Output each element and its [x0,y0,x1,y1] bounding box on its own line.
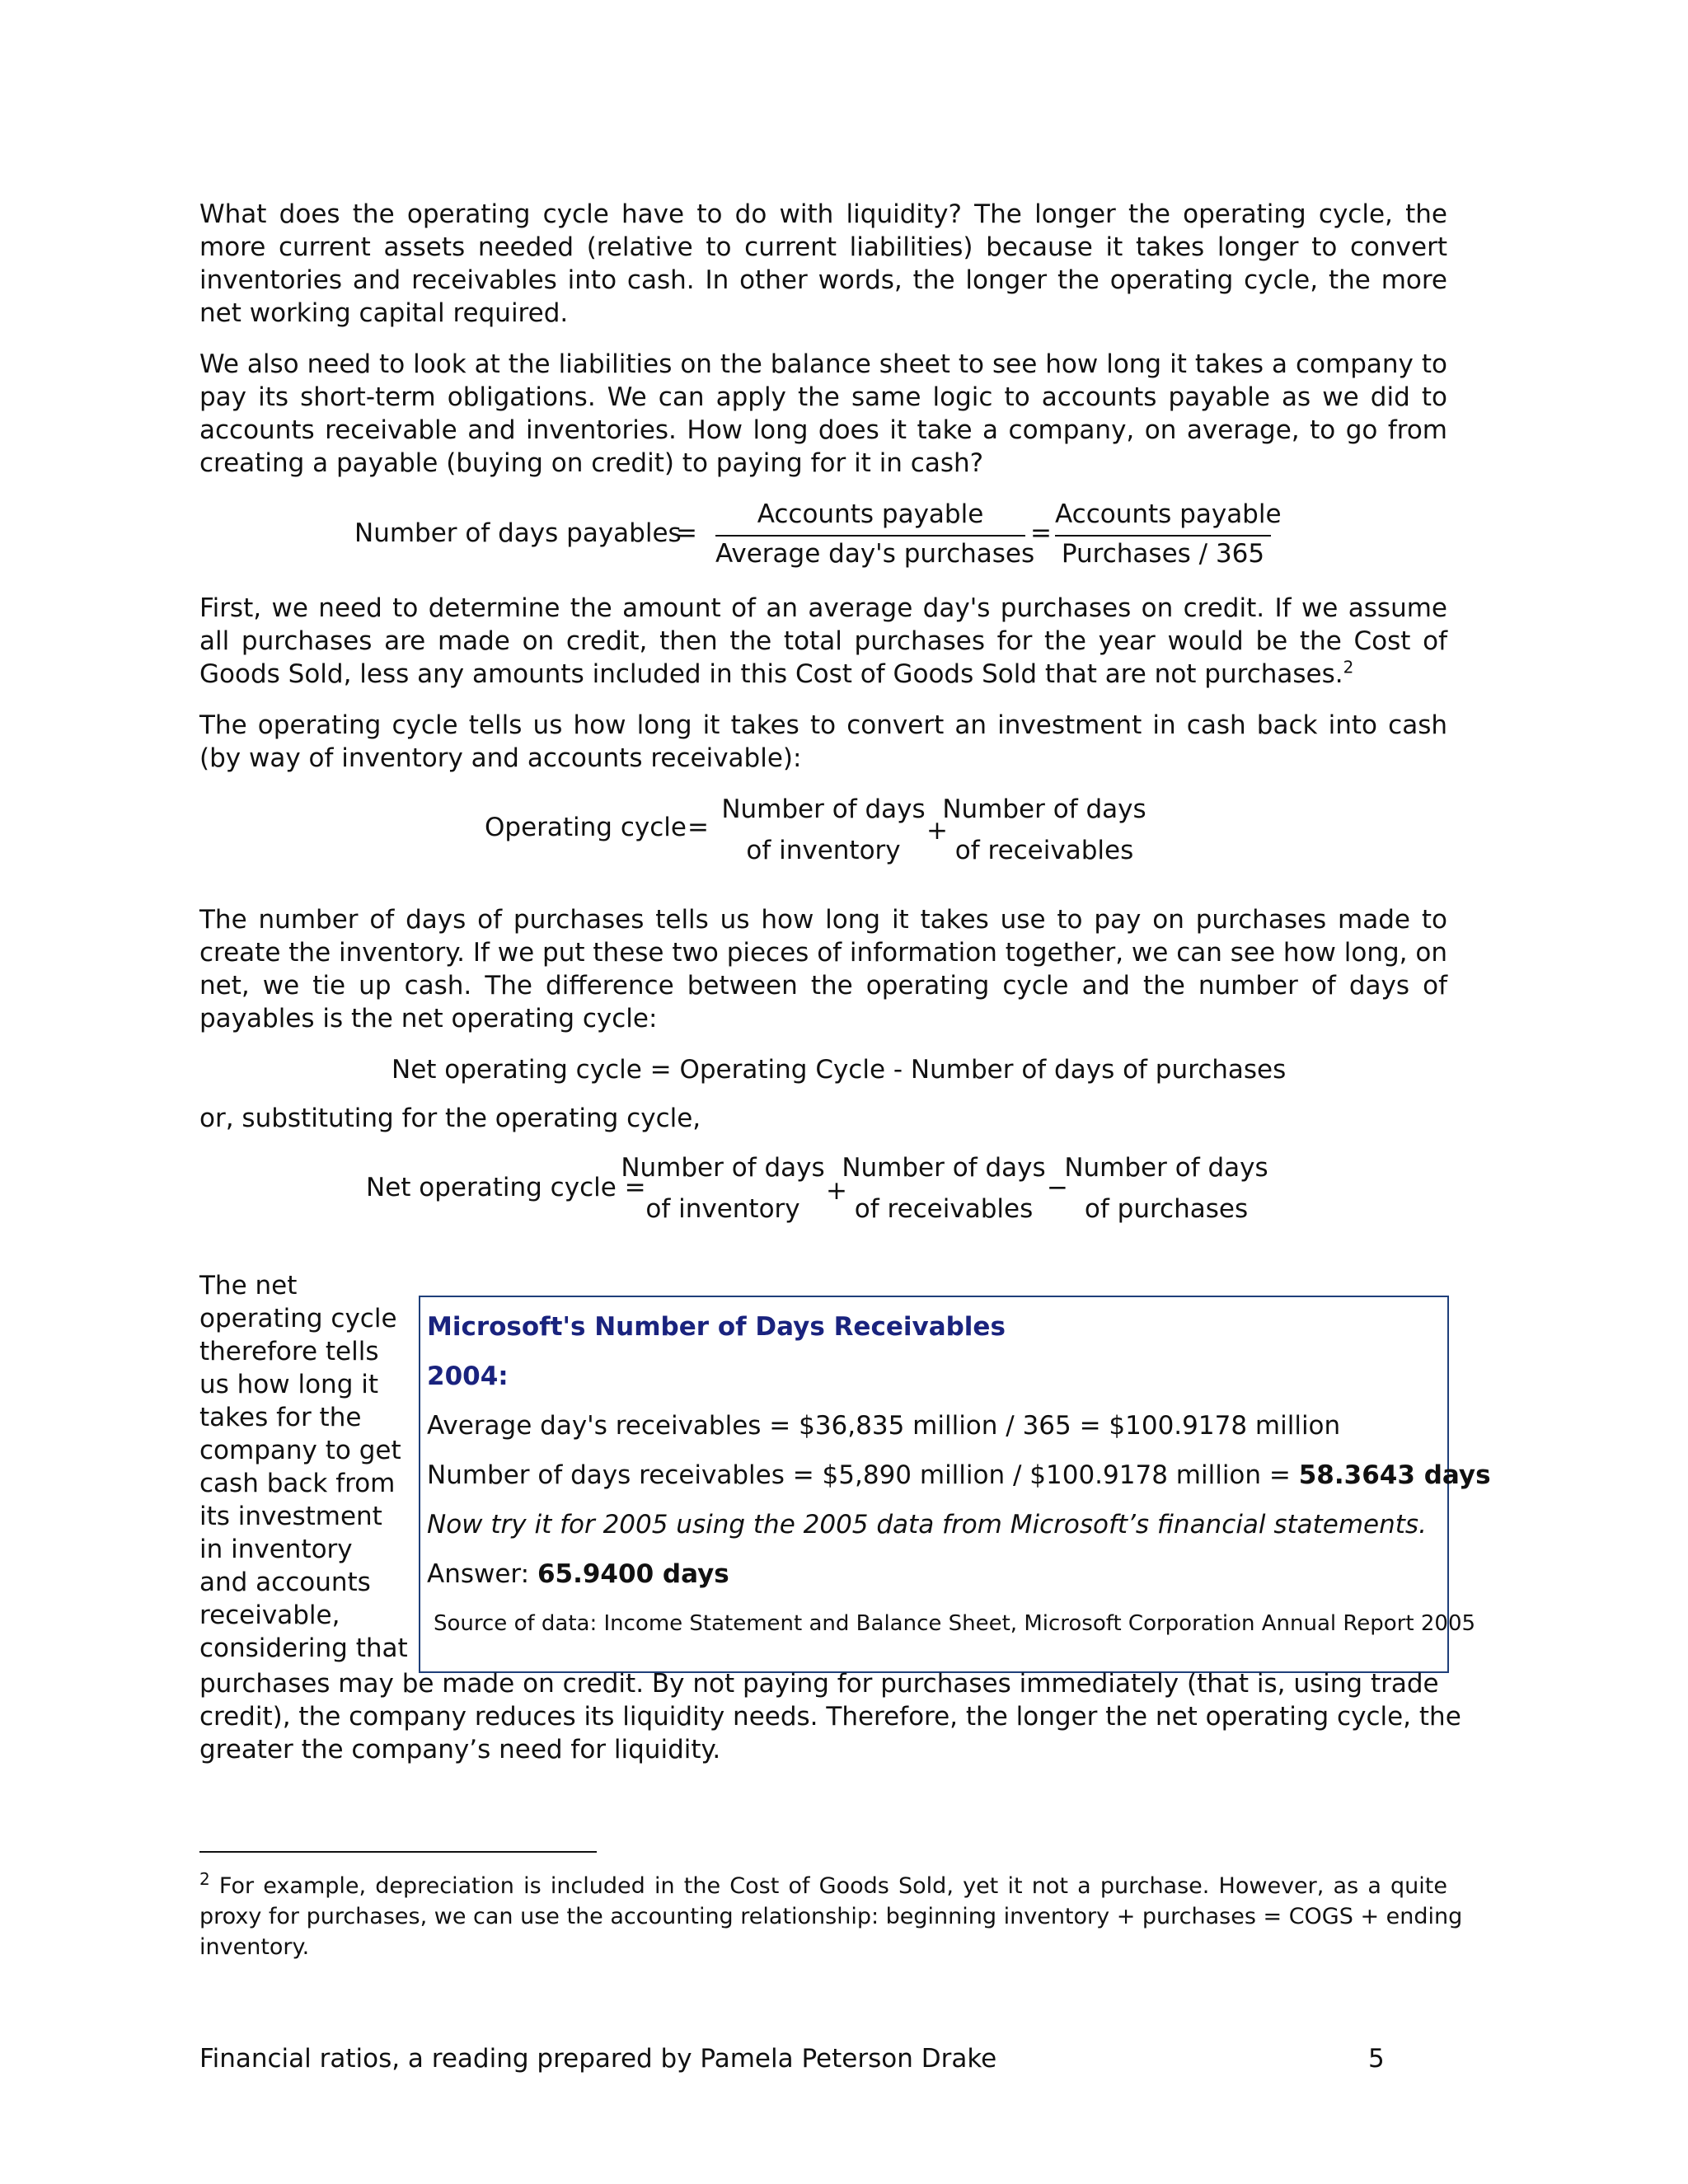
eq4-lhs: Net operating cycle = [366,1173,646,1202]
eq1-denominator-2: Purchases / 365 [1061,539,1265,569]
footnote [199,1869,1463,1962]
continuation-line-3: greater the company’s need for liquidity. [199,1735,721,1765]
box-title: Microsoft's Number of Days Receivables [427,1312,1006,1342]
eq1-lhs: Number of days payables [354,518,682,548]
paragraph-3-text: First, we need to determine the amount of an average day's purchases on credit. If we assume all purchases are made on credit, then the total purchases for the year would be the Cost of Goods Sold, less any amounts included in this Cost of Goods Sold that are not purchases. [199,593,1447,689]
footnote-separator [199,1851,597,1853]
paragraph-2: We also need to look at the liabilities on the balance sheet to see how long it takes a company to pay its short-term obligations. We can apply the same logic to accounts payable as we did to accounts receivable and inventories. How long does it take a company, on average, to go from creating a payable (buying on credit) to paying for it in cash? [199,349,1447,478]
side-line: takes for the [199,1403,362,1432]
box-line2-text: Number of days receivables = $5,890 million / $100.9178 million = [427,1460,1299,1490]
side-line: its investment [199,1502,382,1531]
eq1-fraction-bar-2 [1055,535,1271,537]
box-answer [427,1558,729,1591]
page-number: 5 [1368,2044,1385,2074]
footer-text: Financial ratios, a reading prepared by Pamela Peterson Drake [199,2044,997,2074]
box-line-days-receivables [427,1459,1491,1492]
continuation-line-1: purchases may be made on credit. By not paying for purchases immediately (that is, using trade [199,1669,1439,1699]
footnote-line-3: inventory. [199,1934,310,1960]
side-line: operating cycle [199,1304,397,1333]
side-line: The net [199,1271,298,1301]
eq2-term1-bottom: of inventory [746,836,901,865]
side-line: and accounts [199,1568,371,1597]
continuation-line-2: credit), the company reduces its liquidity needs. Therefore, the longer the net operating cycle, the [199,1702,1461,1732]
eq2-equals: = [687,813,709,842]
eq4-term2-top: Number of days [842,1153,1046,1183]
side-line: company to get [199,1436,401,1465]
footnote-marker: 2 [199,1869,210,1889]
eq1-denominator-1: Average day's purchases [715,539,1035,569]
side-line: cash back from [199,1469,396,1498]
box-line2-result: 58.3643 days [1298,1460,1491,1490]
box-line-try-2005: Now try it for 2005 using the 2005 data from Microsoft’s financial statements. [427,1510,1427,1540]
side-line: therefore tells [199,1337,379,1366]
side-line: in inventory [199,1535,353,1564]
eq1-numerator-1: Accounts payable [757,499,984,529]
eq4-term3-top: Number of days [1064,1153,1268,1183]
eq4-term1-bottom: of inventory [645,1194,800,1224]
eq4-plus: + [826,1176,847,1206]
side-text [199,1269,406,1665]
example-box [419,1296,1491,1673]
eq2-lhs: Operating cycle [485,813,687,842]
box-source: Source of data: Income Statement and Balance Sheet, Microsoft Corporation Annual Report 2005 [434,1611,1476,1636]
eq4-minus: − [1047,1173,1068,1202]
footnote-line-1-text: For example, depreciation is included in the Cost of Goods Sold, yet it not a purchase. However, as a quite [209,1873,1447,1899]
eq4-term3-bottom: of purchases [1084,1194,1249,1224]
paragraph-4: The operating cycle tells us how long it takes to convert an investment in cash back into cash (by way of inventory and accounts receivable): [199,710,1447,773]
equation-net-operating-cycle: Net operating cycle = Operating Cycle - Number of days of purchases [392,1055,1287,1085]
eq1-fraction-bar-1 [715,535,1025,537]
paragraph-3 [199,592,1447,691]
box-answer-label: Answer: [427,1559,537,1589]
eq2-plus: + [926,816,948,846]
footnote-line-2: proxy for purchases, we can use the accounting relationship: beginning inventory + purchases = COGS + ending [199,1904,1463,1929]
paragraph-5: The number of days of purchases tells us how long it takes use to pay on purchases made to create the inventory. If we put these two pieces of information together, we can see how long, on net, we tie up cash. The difference between the operating cycle and the number of days of payables is the net operating cycle: [199,905,1447,1033]
eq1-numerator-2: Accounts payable [1055,499,1282,529]
eq2-term2-bottom: of receivables [954,836,1134,865]
eq4-term1-top: Number of days [621,1153,825,1183]
side-line: receivable, [199,1601,340,1630]
paragraph-1: What does the operating cycle have to do with liquidity? The longer the operating cycle, the more current assets needed (relative to current liabilities) because it takes longer to convert inventories and receivables into cash. In other words, the longer the operating cycle, the more net working capital required. [199,199,1447,328]
side-line: considering that [199,1633,408,1663]
eq1-equals: = [676,518,697,548]
box-answer-value: 65.9400 days [537,1559,729,1589]
eq2-term2-top: Number of days [942,794,1146,824]
footnote-ref-2: 2 [1343,657,1354,677]
paragraph-6: or, substituting for the operating cycle, [199,1104,701,1133]
eq4-term2-bottom: of receivables [854,1194,1034,1224]
eq2-term1-top: Number of days [721,794,926,824]
eq1-equals-2: = [1030,518,1052,548]
side-line: us how long it [199,1370,378,1399]
box-line-average-receivables: Average day's receivables = $36,835 million / 365 = $100.9178 million [427,1411,1341,1441]
footnote-line-1 [199,1871,1447,1901]
box-year: 2004: [427,1361,509,1391]
